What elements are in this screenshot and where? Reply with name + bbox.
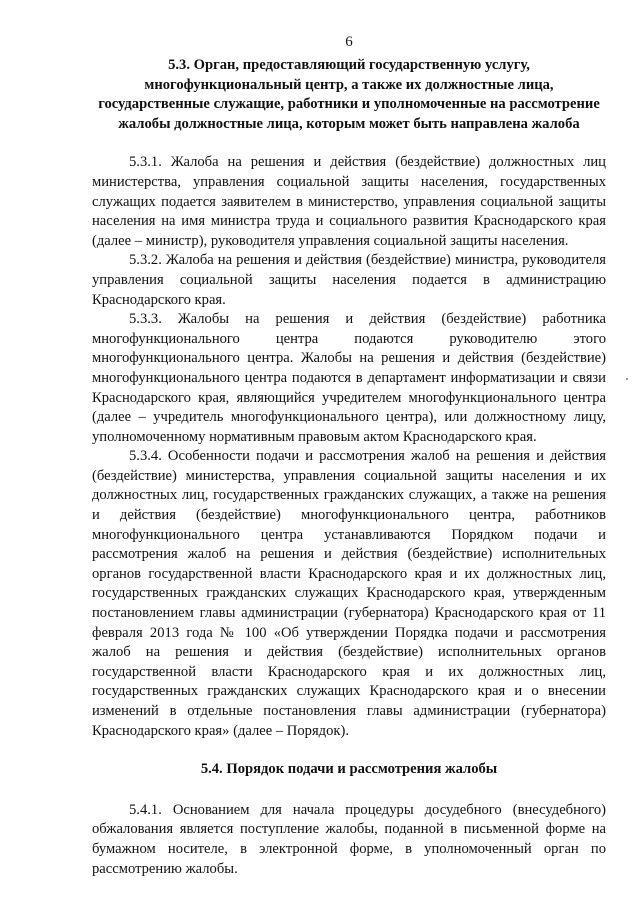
section-heading-5-3: 5.3. Орган, предоставляющий государственную услугу, многофункциональный центр, а также их должностные лица, государственные служащие, работники и уполномоченные на рассмотрение жалобы должностные лица, которым может быть направлена жалоба	[98, 57, 600, 132]
paragraph-5-4-1: 5.4.1. Основанием для начала процедуры досудебного (внесудебного) обжалования является поступление жалобы, поданной в письменной форме на бумажном носителе, в электронной форме, в уполномоченный орган по рассмотрению жалобы.	[92, 801, 606, 877]
paragraph-5-3-4: 5.3.4. Особенности подачи и рассмотрения жалоб на решения и действия (бездействие) министерства, управления социальной защиты населения и их должностных лиц, государственных гражданских служащих, а также на решения и действия (бездействие) многофункционального центра, работников многофункционального центра устанавливаются Порядком подачи и рассмотрения жалоб на решения и действия (бездействие) исполнительных органов государственной власти Краснодарского края и их должностных лиц, государственных гражданских служащих Краснодарского края, утвержденным постановлением главы администрации (губернатора) Краснодарского края от 11 февраля 2013 года № 100 «Об утверждении Порядка подачи и рассмотрения жалоб на решения и действия (бездействие) исполнительных органов государственной власти Краснодарского края и их должностных лиц, государственных гражданских служащих Краснодарского края и о внесении изменений в отдельные постановления главы администрации (губернатора) Краснодарского края» (далее – Порядок).	[92, 448, 606, 739]
paragraph-5-3-3: 5.3.3. Жалобы на решения и действия (бездействие) работника многофункционального центра подаются руководителю этого многофункционального центра. Жалобы на решения и действия (бездействие) многофункционального центра подаются в департамент информатизации и связи Краснодарского края, являющийся учредителем многофункционального центра (далее – учредитель многофункционального центра), или должностному лицу, уполномоченному нормативным правовым актом Краснодарского края.	[92, 311, 606, 445]
paragraph-5-3-2: 5.3.2. Жалоба на решения и действия (бездействие) министра, руководителя управления социальной защиты населения подается в администрацию Краснодарского края.	[92, 252, 606, 308]
document-page	[92, 32, 606, 879]
paragraph-5-3-1: 5.3.1. Жалоба на решения и действия (бездействие) должностных лиц министерства, управления социальной защиты населения, государственных служащих подается заявителем в министерство, управления социальной защиты населения на имя министра труда и социального развития Краснодарского края (далее – министр), руководителя управления социальной защиты населения.	[92, 154, 606, 249]
scan-speck	[626, 378, 628, 380]
section-heading-5-4: 5.4. Порядок подачи и рассмотрения жалобы	[200, 761, 498, 778]
page-number: 6	[345, 34, 353, 50]
